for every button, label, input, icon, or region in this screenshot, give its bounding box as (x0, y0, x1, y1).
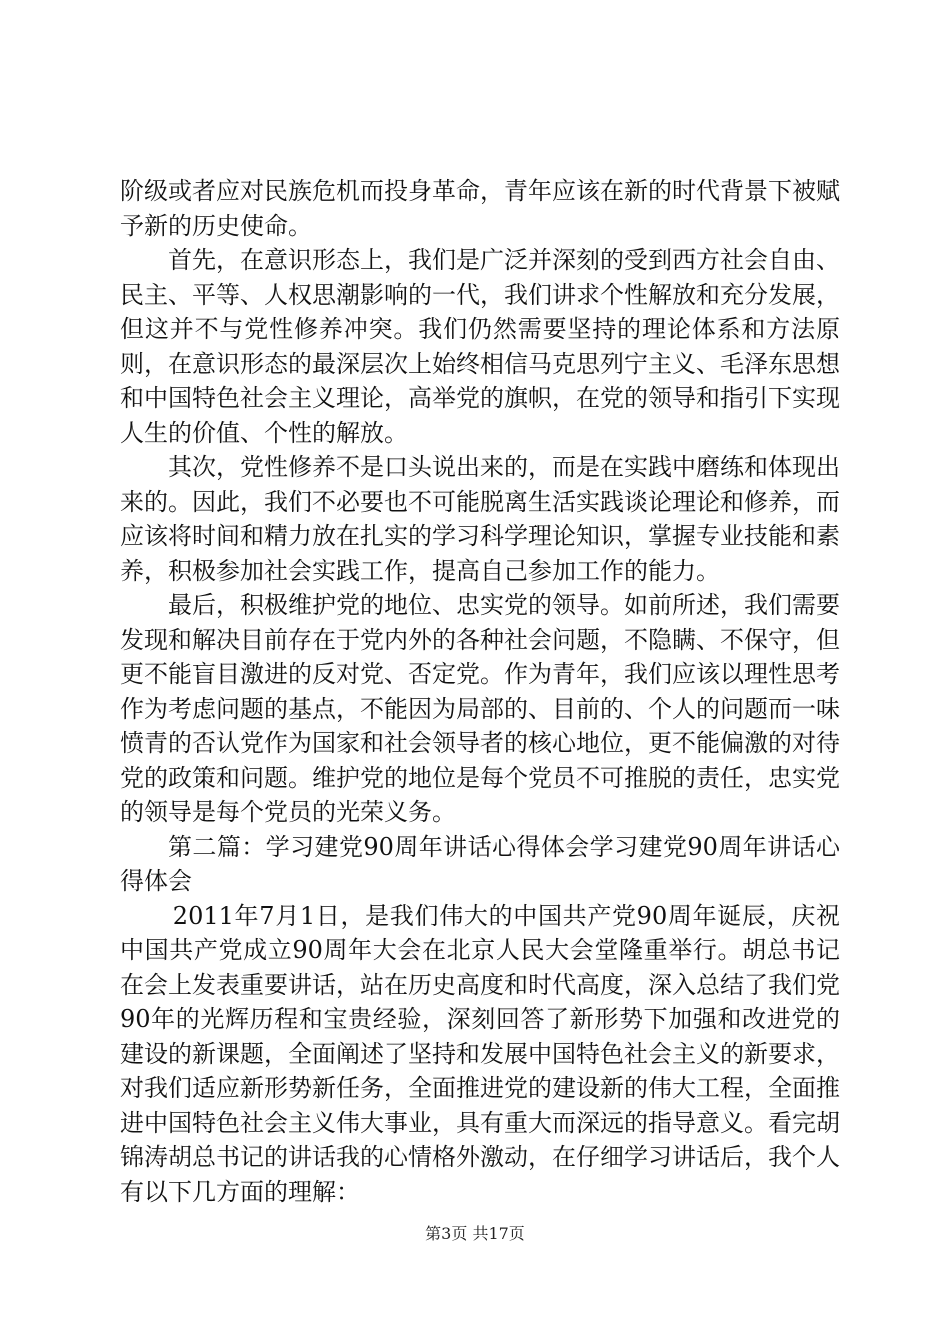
paragraph-first-point: 首先，在意识形态上，我们是广泛并深刻的受到西方社会自由、民主、平等、人权思潮影响的一代，我们讲求个性解放和充分发展，但这并不与党性修养冲突。我们仍然需要坚持的理论体系和方法原则，在意识形态的最深层次上始终相信马克思列宁主义、毛泽东思想和中国特色社会主义理论，高举党的旗帜，在党的领导和指引下实现人生的价值、个性的解放。 (120, 246, 840, 447)
page-number-footer: 第3页 共17页 (425, 1224, 525, 1243)
paragraph-second-point: 其次，党性修养不是口头说出来的，而是在实践中磨练和体现出来的。因此，我们不必要也不可能脱离生活实践谈论理论和修养，而应该将时间和精力放在扎实的学习科学理论知识，掌握专业技能和素养，积极参加社会实践工作，提高自己参加工作的能力。 (120, 453, 840, 585)
document-body (120, 174, 840, 1209)
paragraph-intro: 2011年7月1日，是我们伟大的中国共产党90周年诞辰，庆祝中国共产党成立90周年大会在北京人民大会堂隆重举行。胡总书记在会上发表重要讲话，站在历史高度和时代高度，深入总结了我们党90年的光辉历程和宝贵经验，深刻回答了新形势下加强和改进党的建设的新课题，全面阐述了坚持和发展中国特色社会主义的新要求，对我们适应新形势新任务，全面推进党的建设新的伟大工程，全面推进中国特色社会主义伟大事业，具有重大而深远的指导意义。看完胡锦涛胡总书记的讲话我的心情格外激动，在仔细学习讲话后，我个人有以下几方面的理解： (120, 901, 840, 1206)
section-heading: 第二篇：学习建党90周年讲话心得体会学习建党90周年讲话心得体会 (120, 832, 840, 895)
paragraph-continuation: 阶级或者应对民族危机而投身革命，青年应该在新的时代背景下被赋予新的历史使命。 (120, 177, 840, 240)
paragraph-third-point: 最后，积极维护党的地位、忠实党的领导。如前所述，我们需要发现和解决目前存在于党内外的各种社会问题，不隐瞒、不保守，但更不能盲目激进的反对党、否定党。作为青年，我们应该以理性思考作为考虑问题的基点，不能因为局部的、目前的、个人的问题而一味愤青的否认党作为国家和社会领导者的核心地位，更不能偏激的对待党的政策和问题。维护党的地位是每个党员不可推脱的责任，忠实党的领导是每个党员的光荣义务。 (120, 591, 840, 826)
